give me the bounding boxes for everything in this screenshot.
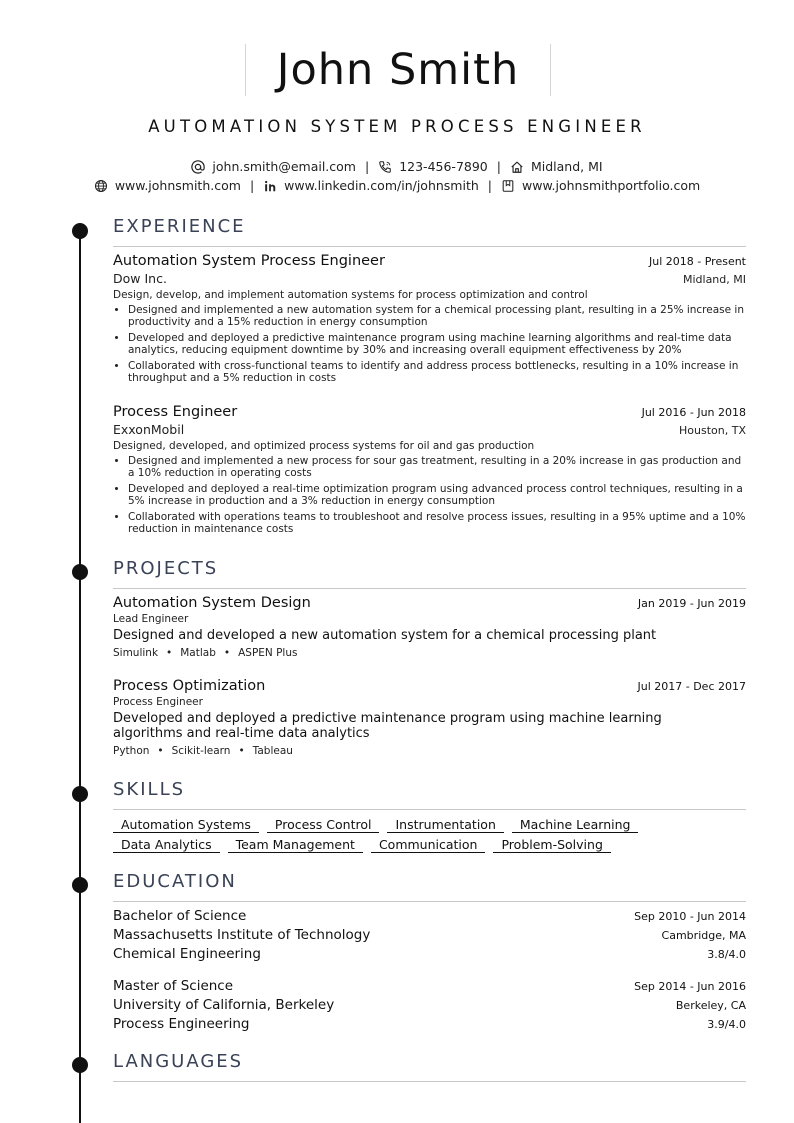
project-tech-list [113,647,746,659]
gpa-value: 3.9/4.0 [707,1018,746,1031]
contact-separator: | [487,178,492,193]
contact-row-links [0,178,794,193]
timeline-dot [72,786,88,802]
contact-separator: | [249,178,255,193]
project-description: Designed and developed a new automation system for a chemical processing plant [113,628,657,643]
achievement-item: • Designed and implemented a new process for sour gas treatment, resulting in a 20% increase in gas production and a 10% reduction in operating costs [128,455,746,479]
location-item [510,159,603,174]
degree-name: Bachelor of Science [113,908,247,924]
tech-item: Scikit-learn [171,745,231,757]
phone-icon [378,160,392,174]
section-title-experience: EXPERIENCE [113,217,746,247]
globe-icon [94,179,108,193]
job-summary: Design, develop, and implement automation systems for process optimization and control [113,289,588,301]
timeline-dot [72,564,88,580]
skill-tag: Communication [371,837,486,853]
achievement-list [113,304,746,384]
contact-separator: | [364,159,370,174]
phone-text: 123-456-7890 [399,159,488,174]
skill-tag: Instrumentation [387,817,503,833]
gpa-value: 3.8/4.0 [707,948,746,961]
portfolio-text: www.johnsmithportfolio.com [522,178,701,193]
achievement-list [113,455,746,535]
project-entry [113,678,746,757]
skill-tag: Machine Learning [512,817,639,833]
tech-item: Simulink [113,647,159,659]
project-entry [113,595,746,659]
education-entry [113,908,746,965]
job-title-entry: Process Engineer [113,404,238,420]
school-name: Massachusetts Institute of Technology [113,927,371,943]
tech-item: Tableau [252,745,293,757]
education-entry [113,978,746,1035]
at-icon [191,160,205,174]
job-title: AUTOMATION SYSTEM PROCESS ENGINEER [148,117,646,136]
website-link[interactable] [94,178,241,193]
section-title-projects: PROJECTS [113,559,746,589]
achievement-item: • Designed and implemented a new automation system for a chemical processing plant, resulting in a 25% increase in productivity and a 15% reduction in energy consumption [128,304,746,328]
section-title-languages: LANGUAGES [113,1052,746,1082]
linkedin-icon [263,179,277,193]
candidate-name: John Smith [276,44,520,95]
tech-item: Python [113,745,150,757]
company-name: ExxonMobil [113,422,185,437]
timeline-dot [72,1057,88,1073]
tech-item: ASPEN Plus [238,647,298,659]
job-dates: Jul 2018 - Present [649,255,746,268]
home-icon [510,160,524,174]
job-title-entry: Automation System Process Engineer [113,253,385,269]
email-text: john.smith@email.com [212,159,356,174]
school-location: Cambridge, MA [661,929,746,942]
skill-tag: Data Analytics [113,837,220,853]
experience-entry [113,253,746,388]
tech-bullet: • [223,647,231,659]
job-dates: Jul 2016 - Jun 2018 [641,406,746,419]
job-location: Houston, TX [679,424,746,437]
skills-list [113,817,673,857]
phone-item[interactable] [378,159,488,174]
linkedin-link[interactable] [263,178,479,193]
portfolio-link[interactable] [501,178,700,193]
achievement-item: • Collaborated with operations teams to troubleshoot and resolve process issues, resulting in a 95% uptime and a 10% reduction in maintenance costs [128,511,746,535]
project-description: Developed and deployed a predictive maintenance program using machine learning algorithms and real-time data analytics [113,711,662,741]
achievement-item: • Developed and deployed a real-time optimization program using advanced process control techniques, resulting in a 5% increase in production and a 3% reduction in energy consumption [128,483,746,507]
timeline-dot [72,877,88,893]
skill-tag: Automation Systems [113,817,259,833]
portfolio-icon [501,179,515,193]
tech-item: Matlab [180,647,216,659]
location-text: Midland, MI [530,159,603,174]
website-text: www.johnsmith.com [114,178,241,193]
major-name: Chemical Engineering [113,946,261,962]
linkedin-text: www.linkedin.com/in/johnsmith [284,178,479,193]
job-summary: Designed, developed, and optimized process systems for oil and gas production [113,440,535,452]
timeline-dot [72,223,88,239]
tech-bullet: • [238,745,245,757]
achievement-item: • Developed and deployed a predictive maintenance program using machine learning algorithms and real-time data analytics, reducing equipment downtime by 30% and increasing overall equipment effectiveness by 20% [128,332,746,356]
project-dates: Jul 2017 - Dec 2017 [637,680,746,693]
school-location: Berkeley, CA [675,999,746,1012]
skill-tag: Team Management [228,837,363,853]
project-dates: Jan 2019 - Jun 2019 [637,597,746,610]
achievement-item: • Collaborated with cross-functional teams to identify and address process bottlenecks, resulting in a 10% increase in throughput and a 5% reduction in costs [128,360,746,384]
project-title: Automation System Design [113,595,311,611]
project-role: Lead Engineer [113,613,189,625]
education-dates: Sep 2010 - Jun 2014 [634,910,746,923]
contact-row-primary [0,159,794,174]
tech-bullet: • [166,647,173,659]
education-dates: Sep 2014 - Jun 2016 [634,980,746,993]
tech-bullet: • [157,745,164,757]
section-title-education: EDUCATION [113,872,746,902]
project-title: Process Optimization [113,678,266,694]
job-location: Midland, MI [682,273,746,286]
major-name: Process Engineering [113,1016,250,1032]
contact-separator: | [496,159,501,174]
section-title-skills: SKILLS [113,780,746,810]
degree-name: Master of Science [113,978,234,994]
name-block [245,44,551,96]
skill-tag: Process Control [267,817,380,833]
project-tech-list [113,745,746,757]
experience-entry [113,404,746,539]
school-name: University of California, Berkeley [113,997,335,1013]
project-role: Process Engineer [113,696,203,708]
company-name: Dow Inc. [113,271,167,286]
email-item[interactable] [191,159,356,174]
timeline-line [79,231,81,1123]
skill-tag: Problem-Solving [493,837,610,853]
